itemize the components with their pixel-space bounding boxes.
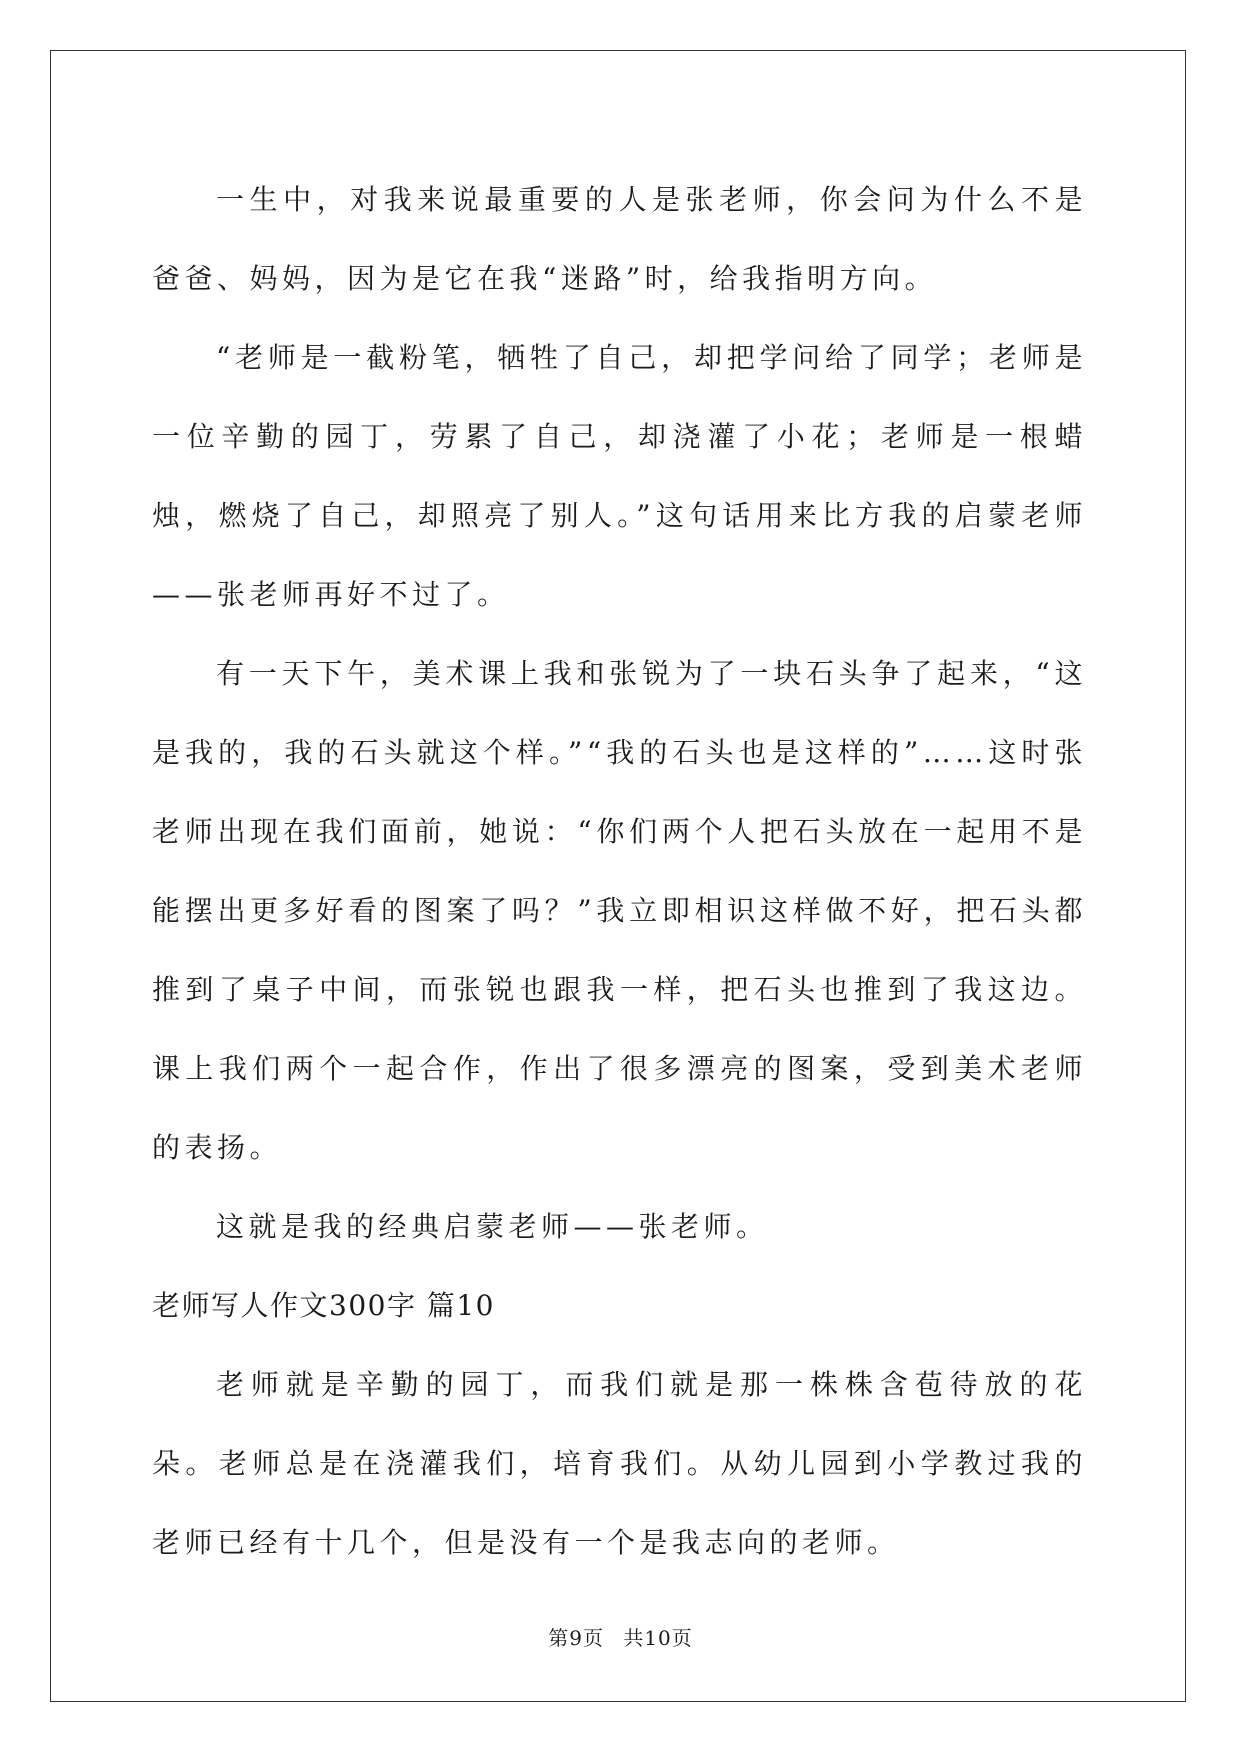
paragraph-1: 一生中，对我来说最重要的人是张老师，你会问为什么不是爸爸、妈妈，因为是它在我“迷路”时，给我指明方向。 (152, 183, 1087, 295)
page-number-total: 共10页 (623, 1626, 693, 1650)
paragraph-3: 有一天下午，美术课上我和张锐为了一块石头争了起来，“这是我的，我的石头就这个样。”“我的石头也是这样的”……这时张老师出现在我们面前，她说：“你们两个人把石头放在一起用不是能摆出更多好看的图案了吗？”我立即相识这样做不好，把石头都推到了桌子中间，而张锐也跟我一样，把石头也推到了我这边。课上我们两个一起合作，作出了很多漂亮的图案，受到美术老师的表扬。 (152, 657, 1087, 1164)
section-heading: 老师写人作文300字 篇10 (152, 1289, 495, 1322)
paragraph-4: 这就是我的经典启蒙老师——张老师。 (216, 1210, 769, 1243)
document-body (152, 160, 1087, 1582)
paragraph-2: “老师是一截粉笔，牺牲了自己，却把学问给了同学；老师是一位辛勤的园丁，劳累了自己，却浇灌了小花；老师是一根蜡烛，燃烧了自己，却照亮了别人。”这句话用来比方我的启蒙老师——张老师再好不过了。 (152, 341, 1087, 611)
page-number-current: 第9页 (548, 1626, 604, 1650)
page-footer (0, 1622, 1241, 1651)
paragraph-5: 老师就是辛勤的园丁，而我们就是那一株株含苞待放的花朵。老师总是在浇灌我们，培育我们。从幼儿园到小学教过我的老师已经有十几个，但是没有一个是我志向的老师。 (152, 1368, 1087, 1559)
